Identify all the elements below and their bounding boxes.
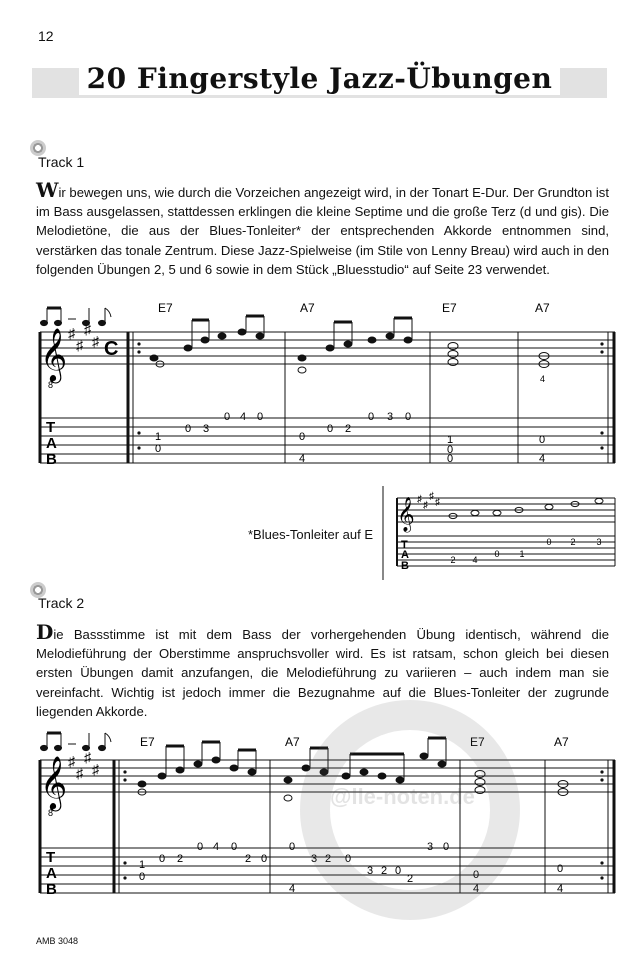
svg-text:♯: ♯ [417,494,422,505]
svg-text:0: 0 [298,431,306,443]
svg-text:0: 0 [158,853,166,865]
time-signature: C [104,338,119,360]
chord-e7: E7 [442,301,457,315]
svg-text:3: 3 [596,537,602,547]
tab-clef [46,849,57,898]
svg-text:4: 4 [288,883,296,895]
svg-text:1: 1 [154,431,162,443]
svg-text:♯: ♯ [68,325,75,341]
svg-text:3: 3 [426,841,434,853]
svg-text:0: 0 [367,411,375,423]
svg-text:0: 0 [556,863,564,875]
svg-text:2: 2 [406,873,414,885]
svg-text:♯: ♯ [92,333,99,349]
svg-text:2: 2 [380,865,388,877]
svg-text:4: 4 [298,453,306,465]
svg-text:3: 3 [202,423,210,435]
track1-label: Track 1 [38,154,85,170]
swing-rhythm-icon [41,733,112,751]
svg-text:8: 8 [48,808,54,818]
tab-clef [46,419,57,468]
svg-text:0: 0 [472,869,480,881]
chord-e7: E7 [140,735,155,749]
chord-e7: E7 [158,301,173,315]
measure-4-chord [539,353,549,368]
svg-text:0: 0 [230,841,238,853]
svg-text:0: 0 [446,453,454,465]
svg-text:T: T [401,539,408,551]
svg-text:0: 0 [394,865,402,877]
chord-a7: A7 [300,301,315,315]
svg-text:T: T [46,849,56,866]
svg-text:4: 4 [472,883,480,895]
svg-text:0: 0 [538,434,546,446]
svg-text:A: A [46,435,57,452]
svg-text:♯: ♯ [84,321,91,337]
tab-numbers [155,411,545,465]
svg-text:4: 4 [556,883,564,895]
svg-text:A: A [401,549,409,561]
blues-scale-tab-numbers [450,537,601,565]
svg-text:♯: ♯ [76,765,83,781]
svg-text:♯: ♯ [435,497,440,508]
svg-text:0: 0 [256,411,264,423]
watermark-logo [300,700,560,930]
track1-notation-system [30,296,620,482]
svg-text:2: 2 [244,853,252,865]
measure-1-notes [150,316,264,367]
treble-clef-icon: 𝄞 [40,756,68,808]
svg-text:1: 1 [446,434,454,446]
svg-text:3: 3 [310,853,318,865]
svg-text:0: 0 [494,549,500,559]
track1-text: ir bewegen uns, wie durch die Vorzeichen angezeigt wird, in der Tonart E-Dur. Der Grundton ist im Bass ausgelassen, stattdessen erklingen die kleine Septime und die große Terz (d und gis). Die Melodietöne, die aus der Blues-Tonleiter* der entsprechenden Akkorde entnommen sind, verstärken das tonale Zentrum. Diese Jazz-Spielweise (im Stile von Lenny Breau) wird auch in den folgenden Übungen 2, 5 und 6 sowie in dem Stück „Bluesstudio“ auf Seite 23 verwendet. [36,185,609,277]
svg-text:2: 2 [450,555,456,565]
svg-text:0: 0 [196,841,204,853]
svg-text:B: B [401,560,409,572]
svg-text:0: 0 [138,871,146,883]
svg-text:A: A [46,865,57,882]
chord-e7: E7 [470,735,485,749]
svg-text:♯: ♯ [92,761,99,777]
svg-text:2: 2 [324,853,332,865]
svg-text:0: 0 [404,411,412,423]
chord-a7: A7 [285,735,300,749]
svg-text:♯: ♯ [84,749,91,765]
track1-paragraph [36,178,609,279]
page-title [32,62,607,95]
svg-text:4: 4 [540,374,546,384]
svg-text:0: 0 [344,853,352,865]
svg-text:♯: ♯ [76,337,83,353]
octave-marker: 8 [48,380,54,390]
blues-scale-caption: *Blues-Tonleiter auf E [248,527,374,542]
svg-text:B: B [46,451,57,468]
svg-text:2: 2 [176,853,184,865]
svg-text:4: 4 [538,453,546,465]
svg-text:0: 0 [223,411,231,423]
svg-text:0: 0 [184,423,192,435]
svg-text:0: 0 [154,443,162,455]
track2-text: ie Bassstimme ist mit dem Bass der vorhergehenden Übung identisch, während die Melodieführung der Oberstimme anspruchsvoller wird. Es ist ratsam, schon gleich bei diesen ersten Übungen damit anzufangen, die Melodieführung zu variieren – auch indem man sie vereinfacht. Wichtig ist jedoch immer die Bezugnahme auf die Blues-Tonleiter der zugrunde liegenden Akkorde. [36,627,609,719]
svg-text:2: 2 [570,537,576,547]
treble-clef-icon: 𝄞 [40,328,68,380]
svg-text:0: 0 [260,853,268,865]
footer-code: AMB 3048 [36,936,79,946]
svg-text:♯: ♯ [423,500,428,511]
svg-text:0: 0 [326,423,334,435]
chord-a7: A7 [535,301,550,315]
svg-text:4: 4 [239,411,247,423]
svg-text:♯: ♯ [68,753,75,769]
svg-text:3: 3 [366,865,374,877]
title-text: 20 Fingerstyle Jazz-Übungen [79,62,561,95]
svg-text:4: 4 [212,841,220,853]
svg-text:0: 0 [442,841,450,853]
measure-2-notes [298,318,412,373]
track2-label: Track 2 [38,595,85,611]
svg-text:♯: ♯ [429,491,434,502]
svg-text:1: 1 [519,549,525,559]
svg-text:B: B [46,881,57,898]
blues-scale-system [377,486,617,582]
track2-drop-cap: D [36,620,54,644]
svg-text:4: 4 [472,555,478,565]
chord-a7: A7 [554,735,569,749]
svg-text:3: 3 [386,411,394,423]
svg-text:1: 1 [138,859,146,871]
svg-text:T: T [46,419,56,436]
swing-rhythm-icon [41,308,112,326]
svg-text:2: 2 [344,423,352,435]
svg-text:0: 0 [546,537,552,547]
svg-text:𝄞: 𝄞 [397,498,415,531]
svg-text:0: 0 [288,841,296,853]
track1-drop-cap: W [36,178,59,202]
svg-text:0: 0 [446,444,454,456]
page-number: 12 [38,28,54,44]
measure-3-chord [448,343,458,366]
watermark-text: @lle-noten.de [330,784,475,809]
